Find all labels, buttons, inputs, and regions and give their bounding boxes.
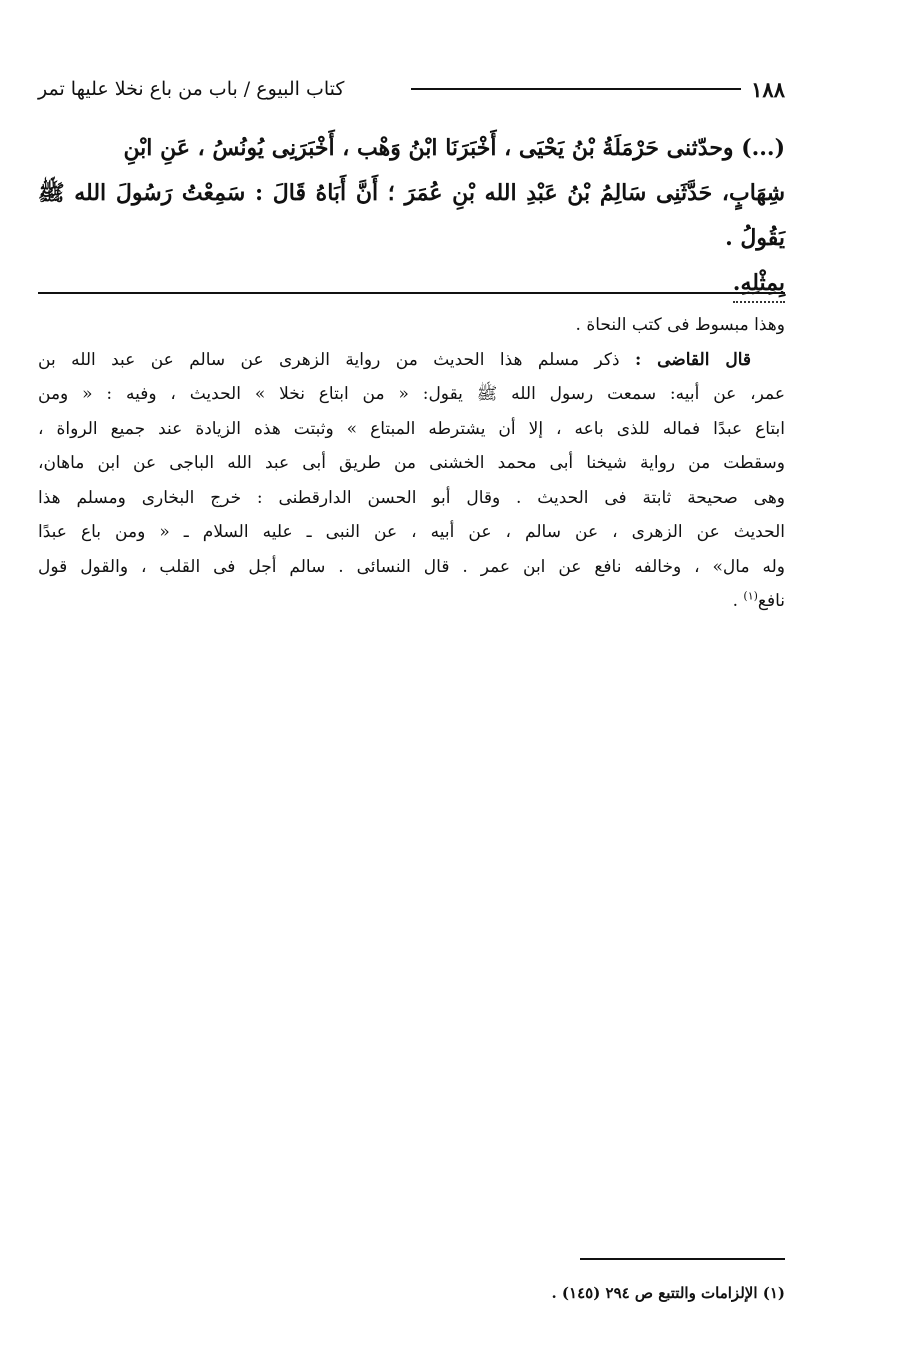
section-divider: [38, 292, 785, 294]
footnote-marker: (١): [743, 589, 758, 603]
commentary-line: وله مال» ، وخالفه نافع عن ابن عمر . قال النسائى . سالم أجل فى القلب ، والقول قول: [38, 556, 785, 577]
hadith-text: [38, 126, 785, 306]
commentary-line: ابتاع عبدًا فماله للذى باعه ، إلا أن يشترطه المبتاع » وثبتت هذه الزيادة عند جميع الرواة ،: [38, 418, 785, 439]
commentary-line: الحديث عن الزهرى ، عن سالم ، عن أبيه ، عن النبى ـ عليه السلام ـ « ومن باع عبدًا: [38, 522, 785, 542]
commentary-last-punct: .: [732, 591, 744, 611]
footnote-rule: [580, 1258, 785, 1260]
commentary-last-line: [38, 584, 785, 619]
page-number: ١٨٨: [751, 76, 785, 102]
commentary-line: [38, 343, 785, 378]
book-page: [38, 0, 785, 1359]
hadith-line: شِهَابٍ، حَدَّثَنِى سَالِمُ بْنُ عَبْدِ الله بْنِ عُمَرَ ؛ أَنَّ أَبَاهُ قَالَ : سَمِعْتُ رَسُولَ الله ﷺ يَقُولُ .: [38, 180, 785, 251]
running-title: كتاب البيوع / باب من باع نخلا عليها تمر: [38, 78, 345, 100]
commentary-line: وسقطت من رواية شيخنا أبى محمد الخشنى من طريق أبى عبد الله الباجى عن ابن ماهان،: [38, 453, 785, 473]
commentary-intro: وهذا مبسوط فى كتب النحاة .: [575, 315, 785, 335]
speaker-label: قال القاضى :: [634, 349, 751, 370]
commentary-text: [38, 308, 785, 619]
commentary-last-word: نافع: [757, 591, 785, 611]
footnote: (١) الإلزامات والتتبع ص ٢٩٤ (١٤٥) .: [551, 1284, 785, 1302]
header-rule: [411, 88, 741, 90]
hadith-last-line: بِمِثْلِهِ.: [733, 265, 785, 303]
hadith-line: (...) وحدّثنى حَرْمَلَةُ بْنُ يَحْيَى ، أَخْبَرَنَا ابْنُ وَهْب ، أَخْبَرَنِى يُونُسُ ، عَنِ ابْنِ: [123, 135, 785, 161]
running-header: [38, 74, 785, 104]
commentary-line: وهى صحيحة ثابتة فى الحديث . وقال أبو الحسن الدارقطنى : خرج البخارى ومسلم هذا: [38, 487, 785, 508]
commentary-line: عمر، عن أبيه: سمعت رسول الله ﷺ يقول: « من ابتاع نخلا » الحديث ، وفيه : « ومن: [38, 384, 785, 404]
commentary-first-line-text: ذكر مسلم هذا الحديث من رواية الزهرى عن سالم عن عبد الله بن: [38, 349, 620, 370]
